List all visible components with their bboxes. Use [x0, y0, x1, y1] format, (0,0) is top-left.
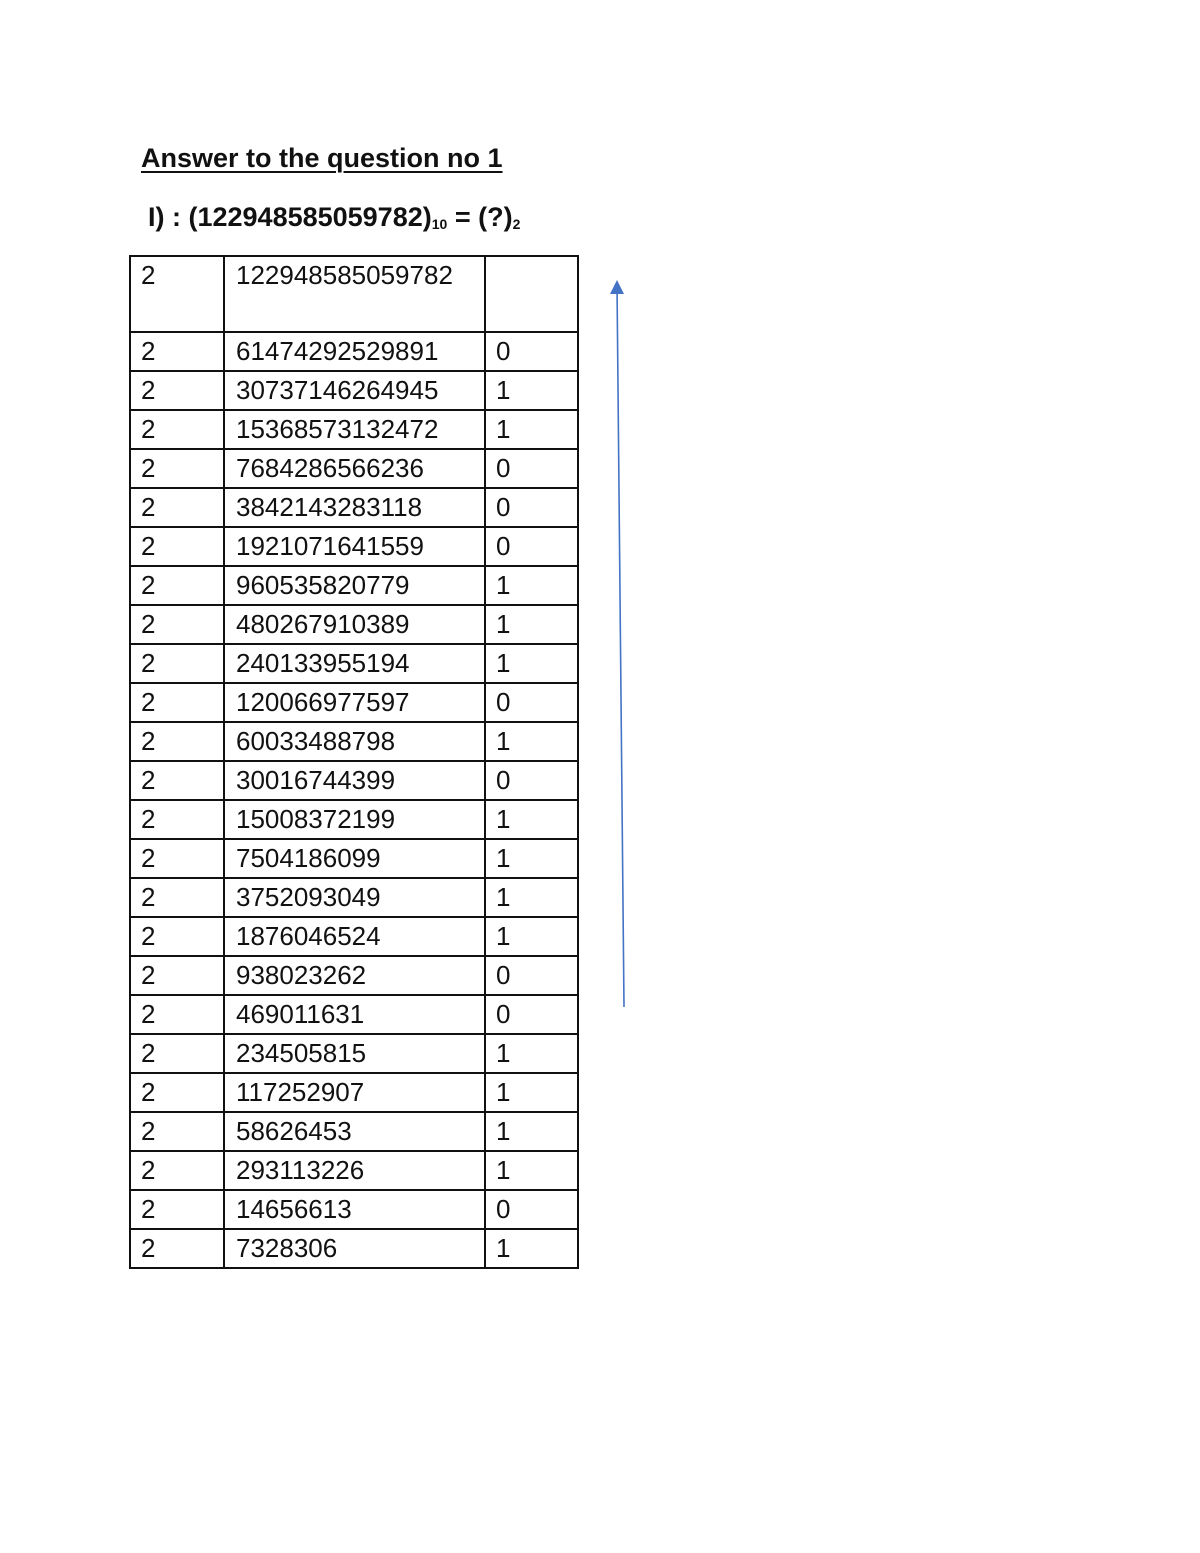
table-row: [130, 800, 578, 839]
remainder-cell: 1: [485, 1073, 578, 1112]
divisor-cell: 2: [130, 761, 224, 800]
divisor-cell: 2: [130, 605, 224, 644]
table-row: [130, 410, 578, 449]
value-cell: 58626453: [224, 1112, 485, 1151]
value-cell: 122948585059782: [224, 256, 485, 332]
equation-close: ): [422, 202, 432, 232]
arrow-shaft: [617, 284, 624, 1007]
divisor-cell: 2: [130, 410, 224, 449]
remainder-cell: 1: [485, 722, 578, 761]
remainder-cell: [485, 256, 578, 332]
remainder-cell: 1: [485, 800, 578, 839]
divisor-cell: 2: [130, 1190, 224, 1229]
table-row: [130, 332, 578, 371]
table-row: [130, 1112, 578, 1151]
remainder-cell: 0: [485, 527, 578, 566]
table-row: [130, 256, 578, 332]
remainder-cell: 0: [485, 449, 578, 488]
value-cell: 3752093049: [224, 878, 485, 917]
divisor-cell: 2: [130, 1112, 224, 1151]
table-row: [130, 1151, 578, 1190]
equation-middle: = (?): [447, 202, 513, 232]
division-table-body: [130, 256, 578, 1268]
remainder-cell: 1: [485, 605, 578, 644]
table-row: [130, 488, 578, 527]
divisor-cell: 2: [130, 488, 224, 527]
divisor-cell: 2: [130, 995, 224, 1034]
value-cell: 30737146264945: [224, 371, 485, 410]
table-row: [130, 1190, 578, 1229]
remainder-cell: 1: [485, 371, 578, 410]
value-cell: 3842143283118: [224, 488, 485, 527]
value-cell: 117252907: [224, 1073, 485, 1112]
equation-base-from: 10: [431, 216, 448, 232]
page-heading: Answer to the question no 1: [141, 143, 503, 173]
value-cell: 15368573132472: [224, 410, 485, 449]
divisor-cell: 2: [130, 878, 224, 917]
remainder-cell: 1: [485, 1112, 578, 1151]
divisor-cell: 2: [130, 956, 224, 995]
equation-number: 122948585059782: [197, 202, 423, 232]
remainder-cell: 0: [485, 683, 578, 722]
value-cell: 61474292529891: [224, 332, 485, 371]
value-cell: 120066977597: [224, 683, 485, 722]
table-row: [130, 449, 578, 488]
equation-base-to: 2: [512, 216, 521, 232]
division-table: [129, 255, 579, 1269]
table-row: [130, 761, 578, 800]
table-row: [130, 605, 578, 644]
divisor-cell: 2: [130, 722, 224, 761]
table-row: [130, 722, 578, 761]
table-row: [130, 839, 578, 878]
value-cell: 234505815: [224, 1034, 485, 1073]
value-cell: 15008372199: [224, 800, 485, 839]
divisor-cell: 2: [130, 371, 224, 410]
table-row: [130, 527, 578, 566]
value-cell: 1876046524: [224, 917, 485, 956]
table-row: [130, 1034, 578, 1073]
remainder-cell: 1: [485, 1151, 578, 1190]
value-cell: 1921071641559: [224, 527, 485, 566]
value-cell: 60033488798: [224, 722, 485, 761]
arrow-head: [610, 280, 624, 294]
up-arrow-icon: [600, 270, 640, 1015]
value-cell: 7684286566236: [224, 449, 485, 488]
value-cell: 469011631: [224, 995, 485, 1034]
remainder-cell: 1: [485, 878, 578, 917]
divisor-cell: 2: [130, 644, 224, 683]
table-row: [130, 956, 578, 995]
table-row: [130, 566, 578, 605]
table-row: [130, 683, 578, 722]
table-row: [130, 644, 578, 683]
value-cell: 480267910389: [224, 605, 485, 644]
remainder-cell: 0: [485, 488, 578, 527]
remainder-cell: 1: [485, 1229, 578, 1268]
equation-prefix: I) : (: [148, 202, 198, 232]
table-row: [130, 917, 578, 956]
divisor-cell: 2: [130, 1073, 224, 1112]
value-cell: 7504186099: [224, 839, 485, 878]
divisor-cell: 2: [130, 1151, 224, 1190]
value-cell: 938023262: [224, 956, 485, 995]
divisor-cell: 2: [130, 1034, 224, 1073]
divisor-cell: 2: [130, 449, 224, 488]
table-row: [130, 1229, 578, 1268]
remainder-cell: 0: [485, 332, 578, 371]
table-row: [130, 995, 578, 1034]
remainder-cell: 1: [485, 917, 578, 956]
conversion-equation: [148, 202, 520, 233]
divisor-cell: 2: [130, 683, 224, 722]
table-row: [130, 878, 578, 917]
divisor-cell: 2: [130, 839, 224, 878]
remainder-cell: 1: [485, 839, 578, 878]
remainder-cell: 0: [485, 956, 578, 995]
value-cell: 30016744399: [224, 761, 485, 800]
value-cell: 960535820779: [224, 566, 485, 605]
table-row: [130, 371, 578, 410]
value-cell: 293113226: [224, 1151, 485, 1190]
divisor-cell: 2: [130, 527, 224, 566]
remainder-cell: 1: [485, 644, 578, 683]
divisor-cell: 2: [130, 800, 224, 839]
remainder-cell: 1: [485, 410, 578, 449]
divisor-cell: 2: [130, 1229, 224, 1268]
divisor-cell: 2: [130, 256, 224, 332]
remainder-cell: 1: [485, 566, 578, 605]
value-cell: 240133955194: [224, 644, 485, 683]
divisor-cell: 2: [130, 566, 224, 605]
remainder-cell: 0: [485, 761, 578, 800]
remainder-cell: 0: [485, 995, 578, 1034]
divisor-cell: 2: [130, 332, 224, 371]
remainder-cell: 1: [485, 1034, 578, 1073]
value-cell: 14656613: [224, 1190, 485, 1229]
remainder-cell: 0: [485, 1190, 578, 1229]
value-cell: 7328306: [224, 1229, 485, 1268]
table-row: [130, 1073, 578, 1112]
divisor-cell: 2: [130, 917, 224, 956]
